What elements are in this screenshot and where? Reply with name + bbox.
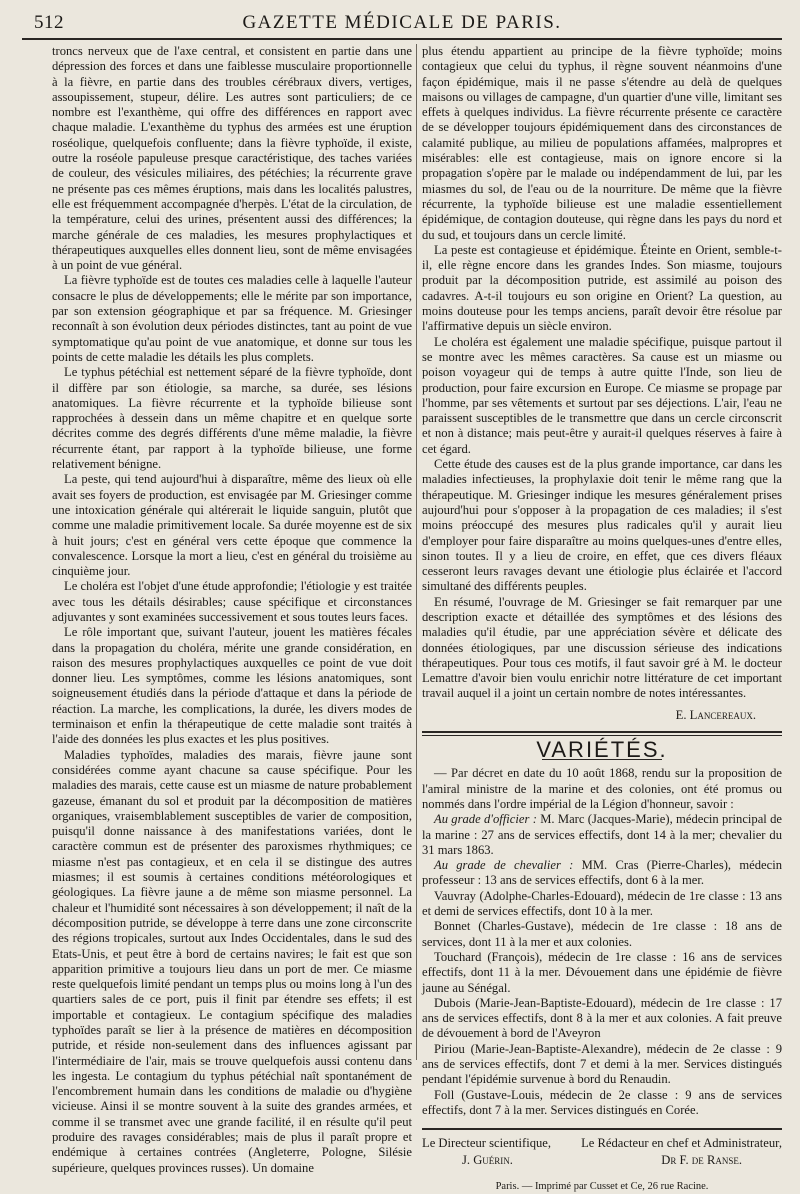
paragraph: La fièvre typhoïde est de toutes ces maladies celle à laquelle l'auteur consacre le plus de développements; elle le mérite par son importance, par son extension géographique et par sa fréquence. M. Griesinger reconnaît à son évolution deux périodes distinctes, tant au point de vue symptomatique qu'au point de vue anatomique, et donne sur tous les points de cette maladie les détails les plus complets. bbox=[52, 273, 412, 364]
paragraph: troncs nerveux que de l'axe central, et consistent en partie dans une dépression des forces et dans une faiblesse musculaire proportionnelle à la fièvre, en partie dans des troubles cérébraux divers, vertiges, assoupissement, stupeur, délire. Les autres sont particuliers; de ce nombre est l'exanthème, qui offre des différences en rapport avec chaque maladie. L'exanthème du typhus des armées est une éruption roséolique, quelquefois confluente; dans la fièvre typhoïde, il existe, outre la roséole papuleuse presque caractéristique, des taches variées de couleur, des vésicules miliaires, des pétéchies; la récurrente grave ne présente pas ces mêmes éruptions, mais dans les localités palustres, elle est fréquemment accompagnée d'herpès. L'état de la circulation, de la température, celui des urines, présentent aussi des différences; la marche générale de ces maladies, les mesures prophylactiques et thérapeutiques auxquelles elles donnent lieu, sont de même envisagées à un point de vue général. bbox=[52, 44, 412, 273]
chevalier-label: Au grade de chevalier : bbox=[434, 858, 574, 873]
honor-entry: Piriou (Marie-Jean-Baptiste-Alexandre), médecin de 2e classe : 9 ans de services effectifs, dont 7 et demi à la mer. Services distingués pendant l'épidémie survenue à bord du Renaudin. bbox=[422, 1041, 782, 1087]
chevalier-text: MM. Cras (Pierre-Charles), médecin professeur : 13 ans de services effectifs, dont 6 à la mer. bbox=[422, 858, 782, 888]
page-header bbox=[22, 10, 782, 40]
paragraph: Le choléra est également une maladie spécifique, puisque partout il se montre avec les mêmes caractères. Sa cause est un miasme ou poison voyageur qui de temps à autre quitte l'Inde, son lieu de production, pour faire excursion en Europe. Ce miasme se propage par l'homme, par ses vêtements et surtout par ses déjections. L'air, l'eau ne paraissent susceptibles de le transmettre que dans un cercle circonscrit et non à distance; mais peut-être y aurait-il quelques réserves à faire à cet égard. bbox=[422, 334, 782, 456]
honor-entry: Touchard (François), médecin de 1re classe : 16 ans de services effectifs, dont 11 à la mer. Dévouement dans une épidémie de fièvre jaune au Sénégal. bbox=[422, 949, 782, 995]
paragraph: En résumé, l'ouvrage de M. Griesinger se fait remarquer par une description exacte et détaillée des symptômes et des lésions des maladies qu'il étudie, par une appréciation sévère et délicate des données étiologiques, par une discussion sérieuse des indications thérapeutiques. Pour tous ces motifs, il faut savoir gré à M. le docteur Lemattre d'avoir bien voulu enrichir notre littérature de cet important travail auquel il a joint un certain nombre de notes intéressantes. bbox=[422, 594, 782, 701]
paragraph: plus étendu appartient au principe de la fièvre typhoïde; moins contagieux que celui du typhus, il règne souvent néanmoins d'une façon épidémique, mais il ne passe s'étendre au delà de quelques maisons ou villages de campagne, d'un quartier d'une ville, limitant ses effets à quelques individus. La fièvre récurrente présente ce caractère de se développer toujours épidémiquement dans des circonstances de calamité publique, au milieu de populations affamées, malpropres et misérables: elle est contagieuse, mais on ignore encore si la propagation s'opère par le malade ou indépendamment de lui, par les miasmes du sol, de l'eau ou de la nourriture. De même que la fièvre récurrente, la typhoïde bilieuse est une maladie essentiellement épidémique, de contagion douteuse, qui règne dans les pays du nord et du sud, et toujours dans un cercle limité. bbox=[422, 44, 782, 242]
honor-entry: Foll (Gustave-Louis, médecin de 2e classe : 9 ans de services effectifs, dont 7 à la mer. Services distingués en Corée. bbox=[422, 1087, 782, 1117]
chevalier-entry bbox=[422, 858, 782, 889]
paragraph: Le typhus pétéchial est nettement séparé de la fièvre typhoïde, dont il diffère par son étiologie, sa marche, sa durée, ses lésions anatomiques. La fièvre récurrente et la typhoïde bilieuse sont rapprochées à dessein dans un même chapitre et en quelque sorte décrites comme des degrés différents d'une même maladie, la fièvre récurrente étant, par rapport à la typhoïde bilieuse, une forme relativement bénigne. bbox=[52, 365, 412, 472]
officier-entry bbox=[422, 812, 782, 858]
honor-entry: Bonnet (Charles-Gustave), médecin de 1re classe : 18 ans de services, dont 11 à la mer et aux colonies. bbox=[422, 919, 782, 949]
officier-label: Au grade d'officier : bbox=[434, 812, 537, 827]
right-column bbox=[422, 44, 782, 1192]
paragraph: La peste, qui tend aujourd'hui à disparaître, même des lieux où elle avait ses foyers de production, est envisagée par M. Griesinger comme une intoxication générale qui altérerait le liquide sanguin, plutôt que comme une maladie primitivement locale. Sa durée moyenne est de six à huit jours; c'est en général vers cette époque que commence la convalescence. Lorsque la mort a lieu, c'est en général du troisième au cinquième jour. bbox=[52, 472, 412, 579]
director-name: J. Guérin. bbox=[462, 1153, 513, 1168]
journal-title: GAZETTE MÉDICALE DE PARIS. bbox=[242, 12, 562, 33]
page-footer bbox=[422, 1128, 782, 1194]
section-rule bbox=[422, 731, 782, 736]
officier-text: M. Marc (Jacques-Marie), médecin principal de la marine : 27 ans de services effectifs, dont 14 à la mer; chevalier du 31 mars 1863. bbox=[422, 812, 782, 857]
author-signature: E. Lancereaux. bbox=[675, 707, 756, 722]
page-number: 512 bbox=[34, 12, 64, 33]
honor-entry: Vauvray (Adolphe-Charles-Edouard), médecin de 1re classe : 13 ans et demi de services effectifs, dont 10 à la mer. bbox=[422, 888, 782, 919]
paragraph: La peste est contagieuse et épidémique. Éteinte en Orient, semble-t-il, elle règne encore dans les grandes Indes. Son miasme, toujours produit par la décomposition putride, est assimilé au poison des cadavres. A-t-il toujours eu son origine en Orient? La question, au moins douteuse pour les temps anciens, paraît devoir être résolue par l'affirmative depuis un siècle environ. bbox=[422, 242, 782, 334]
editor-role: Le Rédacteur en chef et Administrateur, bbox=[581, 1136, 782, 1151]
editor-name: Dr F. de Ranse. bbox=[661, 1153, 742, 1168]
printer-line: Paris. — Imprimé par Cusset et Ce, 26 rue Racine. bbox=[495, 1180, 709, 1192]
left-column bbox=[52, 44, 412, 1175]
director-role: Le Directeur scientifique, bbox=[422, 1136, 552, 1151]
column-divider bbox=[416, 44, 417, 1060]
footer-roles bbox=[422, 1136, 782, 1151]
paragraph: Cette étude des causes est de la plus grande importance, car dans les maladies infectieuses, la prophylaxie doit tenir le même rang que la thérapeutique. M. Griesinger indique les mesures généralement prises aujourd'hui pour s'opposer à la propagation de ces maladies; il s'est moins préoccupé des mesures plus radicales qu'il y aurait lieu d'employer pour faire disparaître au moins quelques-unes d'entre elles, sinon toutes. Il y a lieu de croire, en effet, que ces divers fléaux cesseront leurs ravages devant une étiologie plus éclairée et l'accord simultané des différents peuples. bbox=[422, 457, 782, 594]
paragraph: Le rôle important que, suivant l'auteur, jouent les matières fécales dans la propagation du choléra, mérite une grande considération, en raison des mesures prophylactiques auxquelles ce point de vue doit donner lieu. Les symptômes, comme les lésions anatomiques, sont soigneusement étudiés dans la période d'attaque et dans la période de réaction. La marche, les complications, la durée, les divers modes de terminaison et enfin la thérapeutique de cette maladie sont traités à l'aide des données les plus exactes et les plus positives. bbox=[52, 625, 412, 747]
decree-intro: — Par décret en date du 10 août 1868, rendu sur la proposition de l'amiral ministre de la marine et des colonies, ont été promus ou nommés dans l'ordre impérial de la Légion d'honneur, savoir : bbox=[422, 766, 782, 811]
section-title: VARIÉTÉS. bbox=[536, 737, 668, 763]
paragraph: Le choléra est l'objet d'une étude approfondie; l'étiologie y est traitée avec tous les détails désirables; cause spécifique et circonstances adjuvantes y sont examinées successivement et sous toutes leurs faces. bbox=[52, 579, 412, 624]
honor-entry: Dubois (Marie-Jean-Baptiste-Edouard), médecin de 1re classe : 17 ans de services effectifs, dont 8 à la mer et aux colonies. A fait preuve de dévouement à bord de l'Aveyron bbox=[422, 995, 782, 1041]
paragraph: Maladies typhoïdes, maladies des marais, fièvre jaune sont considérées comme ayant chacune sa cause spécifique. Pour les maladies des marais, cette cause est un miasme de nature probablement gazeuse, émanant du sol et produit par la décomposition de matières organiques, vraisemblablement susceptibles de varier de composition, puisqu'il donne naissance à des manifestations variées, dont le caractère commun est de présenter des paroxismes rhythmiques; ce miasme n'est pas contagieux, et en cela il se distingue des autres miasmes; il est soumis à certaines conditions météorologiques et géologiques. La fièvre jaune a de même son miasme personnel. La chaleur et l'humidité sont nécessaires à son développement; il naît de la décomposition putride, se développe à terre dans une zone circonscrite des régions tropicales, surtout aux Indes Occidentales, dans le sud des Etats-Unis, et peut être à bord de certains navires; le fait est que son apparition primitive a toujours lieu dans un port de mer. Ce miasme reste quelquefois limité pendant un temps plus ou moins long à l'un des quartiers sales de ce port, puis il finit par étendre ses effets; il est importable et contagieux. Le contagium spécifique des maladies typhoïdes paraît se lier à la présence de matières en décomposition putride, et réside non-seulement dans des influences agissant par l'intermédiaire de l'air, mais se trouve quelquefois aussi contenu dans les ingesta. Le contagium du typhus pétéchial naît spontanément de l'encombrement humain dans les conditions de maladie ou d'hygiène vicieuse. Ainsi il se montre souvent à la suite des grandes armées, et comme il se transmet avec une grande facilité, il en résulte qu'il peut produire des ravages considérables; mais de plus il paraît propre et endémique à certaines contrées (Angleterre, Pologne, Silésie supérieure, quelques provinces russes). Un domaine bbox=[52, 747, 412, 1175]
footer-names bbox=[422, 1151, 782, 1168]
